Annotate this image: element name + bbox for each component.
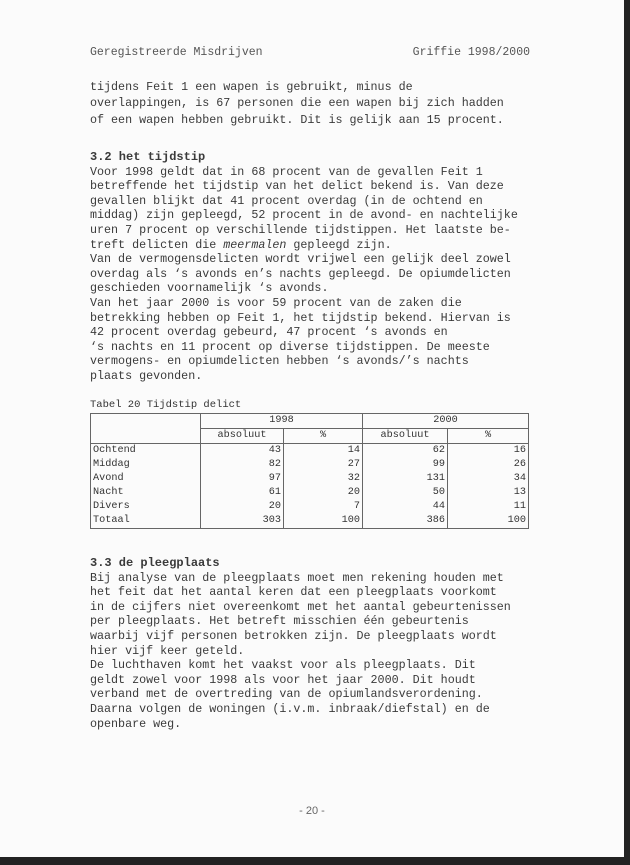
year-header: 1998 (201, 414, 363, 429)
table-row (91, 472, 529, 486)
row-label: Avond (91, 472, 201, 486)
text-line: Voor 1998 geldt dat in 68 procent van de gevallen Feit 1 (90, 164, 483, 179)
table-cell: 11 (448, 500, 529, 514)
table-cell: 44 (363, 500, 448, 514)
table-cell: 34 (448, 472, 529, 486)
table-cell: 20 (201, 500, 284, 514)
page-number: - 20 - (299, 805, 325, 817)
text-line: waarbij vijf personen betrokken zijn. De pleegplaats wordt (90, 628, 497, 643)
table-cell: 100 (448, 514, 529, 529)
text-line: gevallen blijkt dat 41 procent overdag (in de ochtend en (90, 193, 483, 208)
text-line: het feit dat het aantal keren dat een pleegplaats voorkomt (90, 585, 497, 600)
section-3-2 (90, 150, 620, 384)
row-label: Middag (91, 458, 201, 472)
table-cell: 20 (284, 486, 363, 500)
text-line: Daarna volgen de woningen (i.v.m. inbraak/diefstal) en de (90, 701, 490, 716)
row-label: Divers (91, 500, 201, 514)
text-line: geschieden voornamelijk ‘s avonds. (90, 281, 329, 296)
text-line: De luchthaven komt het vaakst voor als pleegplaats. Dit (90, 658, 476, 673)
text-line: overdag als ‘s avonds en’s nachts gepleegd. De opiumdelicten (90, 266, 511, 281)
table-row (91, 458, 529, 472)
row-label: Totaal (91, 514, 201, 529)
table-cell: 97 (201, 472, 284, 486)
text-line: verband met de overtreding van de opiumlandsverordening. (90, 687, 483, 702)
table-cell: 43 (201, 444, 284, 459)
running-header-right: Griffie 1998/2000 (412, 46, 530, 59)
column-header: absoluut (201, 429, 284, 444)
section-heading: 3.3 de pleegplaats (90, 556, 220, 570)
table-cell: 7 (284, 500, 363, 514)
text-line: middag) zijn gepleegd, 52 procent in de avond- en nachtelijke (90, 208, 518, 223)
table-cell: 13 (448, 486, 529, 500)
text-line: betrekking hebben op Feit 1, het tijdstip bekend. Hiervan is (90, 310, 511, 325)
table-cell: 26 (448, 458, 529, 472)
table-row (91, 514, 529, 529)
table-cell: 32 (284, 472, 363, 486)
row-label: Ochtend (91, 444, 201, 459)
text-line: hier vijf keer geteld. (90, 643, 245, 658)
text-line: openbare weg. (90, 716, 182, 731)
table-cell: 99 (363, 458, 448, 472)
table-row (91, 486, 529, 500)
column-header: % (448, 429, 529, 444)
text-line: tijdens Feit 1 een wapen is gebruikt, minus de (90, 80, 413, 94)
intro-paragraph (90, 79, 620, 128)
table-cell: 386 (363, 514, 448, 529)
row-label: Nacht (91, 486, 201, 500)
text-line: Van het jaar 2000 is voor 59 procent van de zaken die (90, 295, 462, 310)
text-line: ‘s nachts en 11 procent op diverse tijdstippen. De meeste (90, 339, 490, 354)
text-line: Bij analyse van de pleegplaats moet men rekening houden met (90, 570, 504, 585)
table-cell: 303 (201, 514, 284, 529)
table-cell: 61 (201, 486, 284, 500)
text-line: uren 7 procent op verschillende tijdstippen. Het laatste be- (90, 222, 511, 237)
section-body (90, 165, 620, 384)
time-of-crime-table (90, 413, 529, 529)
table-caption: Tabel 20 Tijdstip delict (90, 399, 242, 411)
table-cell: 16 (448, 444, 529, 459)
table-row (91, 500, 529, 514)
table-cell: 14 (284, 444, 363, 459)
section-heading: 3.2 het tijdstip (90, 150, 206, 164)
table-subheader-row (91, 429, 529, 444)
table-cell: 50 (363, 486, 448, 500)
table-cell: 27 (284, 458, 363, 472)
text-line: of een wapen hebben gebruikt. Dit is gelijk aan 15 procent. (90, 112, 504, 127)
table-row (91, 444, 529, 459)
table-cell: 62 (363, 444, 448, 459)
text-line: treft delicten die meermalen gepleegd zijn. (90, 237, 392, 252)
table-header-row (91, 414, 529, 429)
text-line: in de cijfers niet overeenkomt met het aantal gebeurtenissen (90, 599, 511, 614)
text-line: 42 procent overdag gebeurd, 47 procent ‘s avonds en (90, 325, 448, 340)
section-3-3 (90, 556, 620, 731)
table-cell: 100 (284, 514, 363, 529)
running-header-left: Geregistreerde Misdrijven (90, 46, 263, 59)
text-line: vermogens- en opiumdelicten hebben ‘s avonds/’s nachts (90, 354, 469, 369)
text-line: Van de vermogensdelicten wordt vrijwel een gelijk deel zowel (90, 252, 511, 267)
table-cell: 82 (201, 458, 284, 472)
text-line: plaats gevonden. (90, 368, 203, 383)
text-line: geldt zowel voor 1998 als voor het jaar 2000. Dit houdt (90, 672, 476, 687)
column-header: absoluut (363, 429, 448, 444)
text-line: overlappingen, is 67 personen die een wapen bij zich hadden (90, 96, 504, 111)
text-line: betreffende het tijdstip van het delict bekend is. Van deze (90, 179, 504, 194)
table-cell: 131 (363, 472, 448, 486)
text-line: per pleegplaats. Het betreft misschien één gebeurtenis (90, 614, 469, 629)
column-header: % (284, 429, 363, 444)
year-header: 2000 (363, 414, 529, 429)
section-body (90, 571, 620, 732)
